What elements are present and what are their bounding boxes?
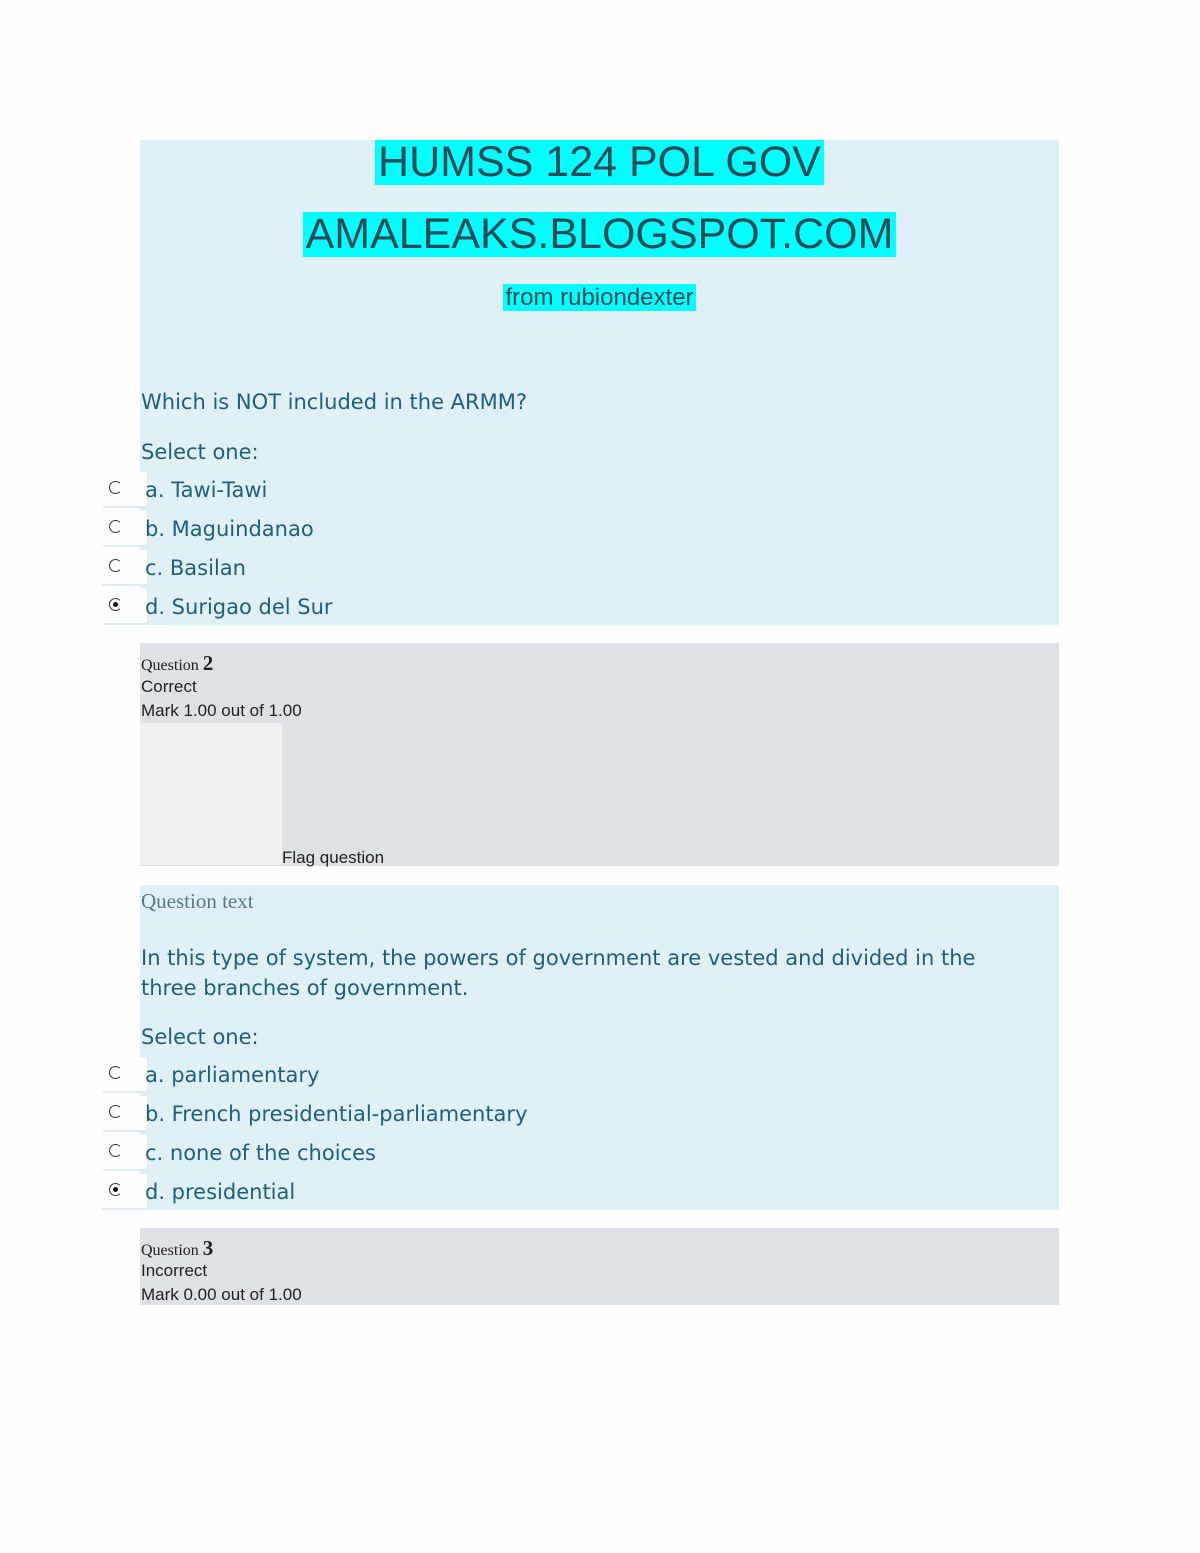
radio-button[interactable] bbox=[109, 481, 122, 494]
question-3-info bbox=[140, 1228, 1059, 1305]
question-mark: Mark 1.00 out of 1.00 bbox=[141, 701, 302, 720]
radio-button-selected[interactable] bbox=[109, 598, 122, 611]
option-label: c. Basilan bbox=[145, 556, 246, 580]
credit-text: from rubiondexter bbox=[505, 284, 694, 311]
question-number: Question 3 bbox=[141, 1236, 214, 1260]
answer-option[interactable] bbox=[103, 550, 1059, 586]
site-url: AMALEAKS.BLOGSPOT.COM bbox=[303, 212, 897, 257]
option-label: d. presidential bbox=[145, 1180, 296, 1204]
option-label: c. none of the choices bbox=[145, 1141, 376, 1165]
option-label: d. Surigao del Sur bbox=[145, 595, 333, 619]
radio-button-selected[interactable] bbox=[109, 1183, 122, 1196]
question-text-label: Question text bbox=[141, 889, 254, 913]
question-1-block bbox=[140, 140, 1059, 625]
answer-option[interactable] bbox=[103, 1057, 1059, 1093]
option-label: a. Tawi-Tawi bbox=[145, 478, 268, 502]
question-state: Correct bbox=[141, 677, 197, 696]
radio-button[interactable] bbox=[109, 520, 122, 533]
flag-question-link[interactable]: Flag question bbox=[282, 848, 385, 867]
radio-button[interactable] bbox=[109, 1144, 122, 1157]
select-one-label: Select one: bbox=[141, 440, 259, 464]
page-title: HUMSS 124 POL GOV bbox=[375, 140, 824, 185]
flag-icon[interactable] bbox=[140, 723, 282, 865]
radio-button[interactable] bbox=[109, 559, 122, 572]
answer-option[interactable] bbox=[103, 1096, 1059, 1132]
question-number: Question 2 bbox=[141, 651, 214, 675]
answer-option[interactable] bbox=[103, 1174, 1059, 1210]
question-text: In this type of system, the powers of government are vested and divided in the three branches of government. bbox=[141, 946, 976, 1000]
answer-option[interactable] bbox=[103, 1135, 1059, 1171]
option-label: a. parliamentary bbox=[145, 1063, 320, 1087]
answer-option[interactable] bbox=[103, 589, 1059, 625]
question-text: Which is NOT included in the ARMM? bbox=[141, 390, 528, 414]
select-one-label: Select one: bbox=[141, 1025, 259, 1049]
answer-option[interactable] bbox=[103, 511, 1059, 547]
radio-button[interactable] bbox=[109, 1105, 122, 1118]
answer-option[interactable] bbox=[103, 472, 1059, 508]
question-2-info bbox=[140, 643, 1059, 866]
option-label: b. Maguindanao bbox=[145, 517, 314, 541]
question-state: Incorrect bbox=[141, 1261, 208, 1280]
question-mark: Mark 0.00 out of 1.00 bbox=[141, 1285, 302, 1304]
option-label: b. French presidential-parliamentary bbox=[145, 1102, 528, 1126]
radio-button[interactable] bbox=[109, 1066, 122, 1079]
question-2-block bbox=[140, 885, 1059, 1210]
